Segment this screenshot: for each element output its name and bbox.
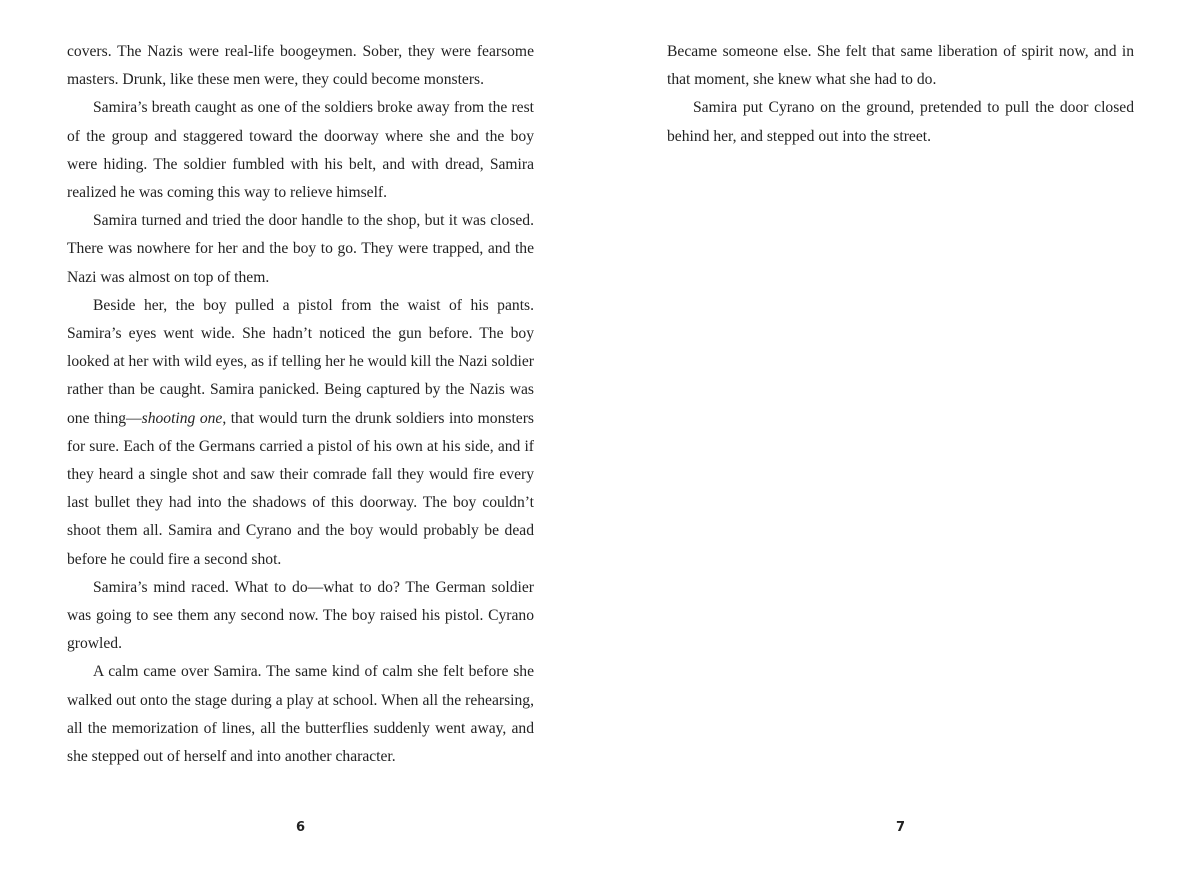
italic-phrase: shooting one (141, 409, 223, 427)
paragraph: Samira put Cyrano on the ground, pretended to pull the door closed behind her, and stepped out into the street. (667, 99, 1134, 145)
paragraph-text: Beside her, the boy pulled a pistol from the waist of his pants. Samira’s eyes went wide. She hadn’t noticed the gun before. The boy looked at her with wild eyes, as if telling her he would kill the Nazi soldier rather than be caught. Samira panicked. Being captured by the Nazis was one thing— (67, 296, 534, 427)
left-page (67, 38, 534, 838)
right-page (667, 38, 1134, 838)
right-page-body (667, 38, 1134, 151)
paragraph: Samira turned and tried the door handle to the shop, but it was closed. There was nowhere for her and the boy to go. They were trapped, and the Nazi was almost on top of them. (67, 212, 534, 286)
paragraph (67, 292, 534, 574)
paragraph: A calm came over Samira. The same kind of calm she felt before she walked out onto the stage during a play at school. When all the rehearsing, all the memorization of lines, all the butterflies suddenly went away, and she stepped out of herself and into another character. (67, 663, 534, 766)
page-number-right: 7 (895, 820, 906, 835)
paragraph: covers. The Nazis were real-life boogeymen. Sober, they were fearsome masters. Drunk, like these men were, they could become monsters. (67, 43, 534, 89)
paragraph: Samira’s breath caught as one of the soldiers broke away from the rest of the group and staggered toward the doorway where she and the boy were hiding. The soldier fumbled with his belt, and with dread, Samira realized he was coming this way to relieve himself. (67, 99, 534, 202)
paragraph-text: , that would turn the drunk soldiers into monsters for sure. Each of the Germans carried a pistol of his own at his side, and if they heard a single shot and saw their comrade fall they would fire every last bullet they had into the shadows of this doorway. The boy couldn’t shoot them all. Samira and Cyrano and the boy would probably be dead before he could fire a second shot. (67, 409, 534, 568)
page-number-left: 6 (295, 820, 306, 835)
paragraph: Samira’s mind raced. What to do—what to do? The German soldier was going to see them any second now. The boy raised his pistol. Cyrano growled. (67, 578, 534, 653)
left-page-body (67, 38, 534, 771)
paragraph: Became someone else. She felt that same liberation of spirit now, and in that moment, she knew what she had to do. (667, 43, 1134, 89)
